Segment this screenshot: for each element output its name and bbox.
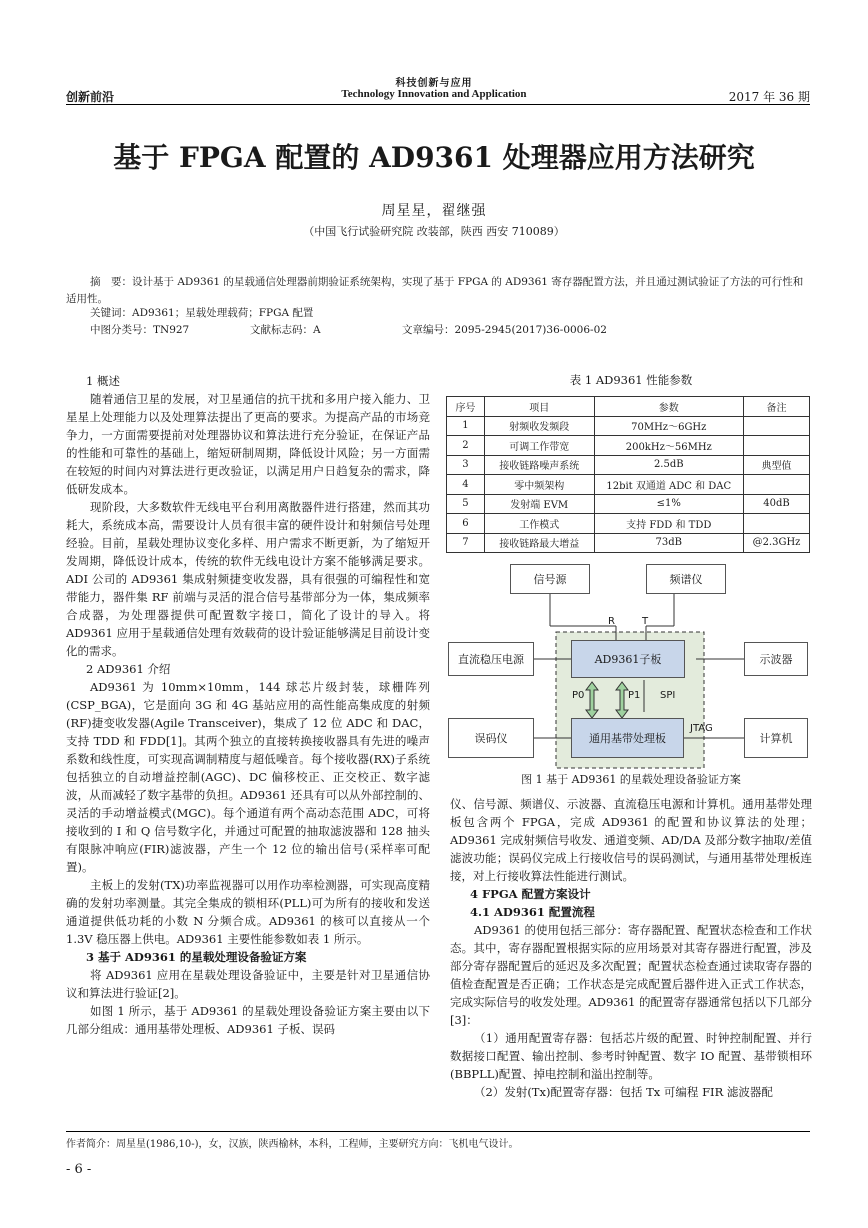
figure-caption: 图 1 基于 AD9361 的星载处理设备验证方案 [521, 773, 741, 786]
table-row [447, 436, 810, 456]
table-cell: 接收链路噪声系统 [484, 455, 594, 475]
keywords: 关键词：AD9361；星载处理载荷；FPGA 配置 [90, 307, 314, 319]
label-t: T [642, 616, 649, 627]
table-cell: 5 [447, 494, 485, 514]
article-number: 文章编号：2095-2945(2017)36-0006-02 [402, 324, 607, 336]
table-row [447, 494, 810, 514]
paragraph: AD9361 的使用包括三部分：寄存器配置、配置状态检查和工作状态。其中，寄存器配置根据实际的应用场景对其寄存器进行配置，涉及部分寄存器配置后的延迟及多次配置；配置状态检查通过读取寄存器的值检查配置是否正确；工作状态是完成配置后器件进入正式工作状态，完成实际信号的收发处理。AD9361 的配置寄存器通常包括以下几部分[3]： [450, 923, 812, 1027]
spectrum-analyzer-box: 频谱仪 [646, 564, 726, 594]
section-label: 创新前沿 [66, 90, 115, 104]
label-r: R [608, 616, 615, 627]
verification-diagram [446, 560, 812, 770]
table-header: 参数 [594, 397, 744, 417]
paragraph: 随着通信卫星的发展，对卫星通信的抗干扰和多用户接入能力、卫星星上处理能力以及处理算法提出了更高的要求。为提高产品的市场竞争力，一方面需要提前对处理器协议和算法进行充分验证，在保证产品的性能和可靠性的基础上，缩短研制周期，降低设计风险；另一方面需在较短的时间内对算法进行更改验证，以满足用户日趋复杂的需求，降低研发成本。 [66, 392, 430, 496]
paragraph: 如图 1 所示，基于 AD9361 的星载处理设备验证方案主要由以下几部分组成：通用基带处理板、AD9361 子板、误码 [66, 1004, 430, 1036]
table-header: 项目 [484, 397, 594, 417]
table-cell: 工作模式 [484, 514, 594, 534]
table-cell: 1 [447, 416, 485, 436]
dc-power-supply-box: 直流稳压电源 [448, 642, 534, 676]
affiliation: （中国飞行试验研究院 改装部，陕西 西安 710089） [303, 225, 565, 238]
right-column [450, 795, 812, 1101]
header-rule [66, 104, 810, 105]
table-cell: 200kHz～56MHz [594, 436, 744, 456]
section-heading: 2 AD9361 介绍 [86, 662, 171, 676]
baseband-board-box: 通用基带处理板 [571, 718, 684, 758]
classification-number: 中图分类号：TN927 [90, 324, 190, 336]
section-heading: 4 FPGA 配置方案设计 [470, 887, 591, 901]
label-spi: SPI [660, 690, 676, 701]
authors: 周星星，翟继强 [381, 203, 487, 219]
table-row [447, 475, 810, 495]
paragraph: 现阶段，大多数软件无线电平台利用离散器件进行搭建，然而其功耗大，系统成本高，需要设计人员有很丰富的硬件设计和射频信号处理经验。目前，星载处理协议变化多样、用户需求不断更新，为了缩短开发周期，降低设计成本，传统的软件无线电设计方案不能够满足要求。ADI 公司的 AD9361 集成射频捷变收发器，具有很强的可编程性和宽带能力，器件集 RF 前端与灵活的混合信号基带部分为一体，集成频率合成器，为处理器提供可配置数字接口，简化了设计的导入。将 AD9361 应用于星载通信处理有效载荷的设计验证能够满足目前设计变化的需求。 [66, 500, 430, 658]
table-cell: 2 [447, 436, 485, 456]
label-p1: P1 [628, 690, 641, 701]
ber-tester-box: 误码仪 [448, 718, 534, 758]
table-row [447, 416, 810, 436]
label-p0: P0 [572, 690, 585, 701]
table-cell: 3 [447, 455, 485, 475]
signal-source-box: 信号源 [510, 564, 590, 594]
paragraph: （1）通用配置寄存器：包括芯片级的配置、时钟控制配置、并行数据接口配置、输出控制、参考时钟配置、数字 IO 配置、基带锁相环(BBPLL)配置、掉电控制和溢出控制等。 [450, 1031, 812, 1081]
table-cell: ≤1% [594, 494, 744, 514]
table-cell: 2.5dB [594, 455, 744, 475]
paragraph: 主板上的发射(TX)功率监视器可以用作功率检测器，可实现高度精确的发射功率测量。其完全集成的锁相环(PLL)可为所有的接收和发送通道提供低功耗的小数 N 分频合成。AD9361 的核可以直接从一个 1.3V 稳压器上供电。AD9361 主要性能参数如表 1 所示。 [66, 878, 430, 946]
table-cell: 12bit 双通道 ADC 和 DAC [594, 475, 744, 495]
computer-box: 计算机 [744, 718, 808, 758]
table-header: 备注 [744, 397, 810, 417]
table-cell: 73dB [594, 533, 744, 553]
table-cell: 可调工作带宽 [484, 436, 594, 456]
journal-name-en: Technology Innovation and Application [341, 88, 527, 100]
table-row [447, 533, 810, 553]
table-cell [744, 514, 810, 534]
paragraph: （2）发射(Tx)配置寄存器：包括 Tx 可编程 FIR 滤波器配 [474, 1085, 773, 1099]
table-row [447, 455, 810, 475]
journal-name-cn: 科技创新与应用 [395, 78, 473, 89]
table-cell: 发射端 EVM [484, 494, 594, 514]
table-cell: 4 [447, 475, 485, 495]
table-cell: @2.3GHz [744, 533, 810, 553]
paper-title: 基于 FPGA 配置的 AD9361 处理器应用方法研究 [113, 141, 755, 174]
table-cell: 支持 FDD 和 TDD [594, 514, 744, 534]
table-cell: 6 [447, 514, 485, 534]
oscilloscope-box: 示波器 [744, 642, 808, 676]
table-cell: 40dB [744, 494, 810, 514]
table-cell: 零中频架构 [484, 475, 594, 495]
table-cell [744, 416, 810, 436]
page-number: - 6 - [66, 1162, 92, 1177]
paragraph: AD9361 为 10mm×10mm，144 球芯片级封装，球栅阵列(CSP_BGA)，它是面向 3G 和 4G 基站应用的高性能高集成度的射频(RF)捷变收发器(Agile Transceiver)，集成了 12 位 ADC 和 DAC，支持 TDD 和 FDD[1]。其两个独立的直接转换接收器具有先进的噪声系数和线性度，可实现高调制精度与超低噪音。每个接收器(RX)子系统包括独立的自动增益控制(AGC)、DC 偏移校正、正交校正、数字滤波，从而减轻了数字基带的负担。AD9361 还具有可以从外部控制的、灵活的手动增益模式(MGC)。每个通道有两个高动态范围 ADC，可将接收到的 I 和 Q 信号数字化，并通过可配置的抽取滤波器和 128 抽头有限脉冲响应(FIR)滤波器，产生一个 12 位的输出信号(采样率可配置)。 [66, 680, 430, 874]
table-cell: 70MHz～6GHz [594, 416, 744, 436]
label-jtag: JTAG [690, 723, 713, 734]
document-code: 文献标志码：A [250, 324, 321, 336]
table-caption: 表 1 AD9361 性能参数 [569, 373, 693, 387]
table-header: 序号 [447, 397, 485, 417]
section-heading: 3 基于 AD9361 的星载处理设备验证方案 [86, 950, 307, 964]
author-bio-footnote: 作者简介：周星星(1986,10-)，女，汉族，陕西榆林，本科，工程师，主要研究方向：飞机电气设计。 [66, 1139, 519, 1150]
issue-label: 2017 年 36 期 [728, 90, 810, 104]
subsection-heading: 4.1 AD9361 配置流程 [470, 905, 595, 919]
table-row [447, 514, 810, 534]
paragraph: 将 AD9361 应用在星载处理设备验证中，主要是针对卫星通信协议和算法进行验证[2]。 [66, 968, 430, 1000]
ad9361-board-box: AD9361子板 [571, 640, 685, 678]
left-column [66, 372, 430, 1038]
table-cell: 典型值 [744, 455, 810, 475]
footnote-rule [66, 1131, 810, 1132]
parameter-table [446, 396, 810, 553]
table-header-row [447, 397, 810, 417]
paragraph: 仪、信号源、频谱仪、示波器、直流稳压电源和计算机。通用基带处理板包含两个 FPGA，完成 AD9361 的配置和协议算法的处理；AD9361 完成射频信号收发、通道变频、AD/DA 及部分数字抽取/差值滤波功能；误码仪完成上行接收信号的误码测试，与通用基带处理板连接，对上行接收算法性能进行测试。 [450, 797, 812, 883]
table-cell: 射频收发频段 [484, 416, 594, 436]
section-heading: 1 概述 [86, 374, 120, 388]
abstract: 摘 要：设计基于 AD9361 的星载通信处理器前期验证系统架构，实现了基于 FPGA 的 AD9361 寄存器配置方法，并且通过测试验证了方法的可行性和适用性。 [66, 276, 804, 305]
table-cell [744, 475, 810, 495]
table-cell: 7 [447, 533, 485, 553]
table-cell [744, 436, 810, 456]
table-cell: 接收链路最大增益 [484, 533, 594, 553]
